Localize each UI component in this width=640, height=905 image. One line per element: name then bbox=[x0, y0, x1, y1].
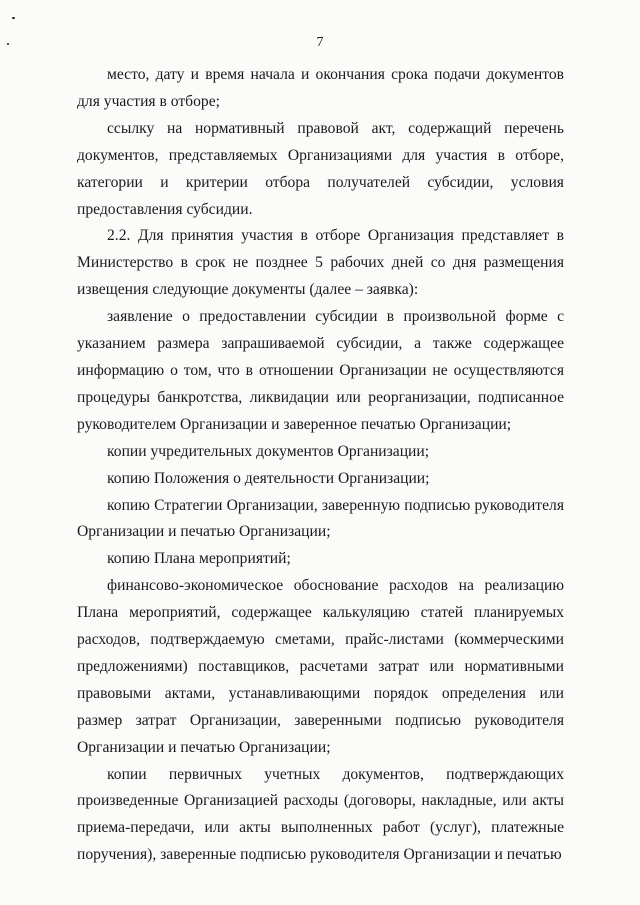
paragraph: копии учредительных документов Организации; bbox=[107, 442, 430, 460]
paragraph: ссылку на нормативный правовой акт, содержащий перечень документов, представляемых Организациями для участия в отборе, категории и критерии отбора получателей субсидии, условия предоставления субсидии. bbox=[77, 119, 564, 218]
paragraph: заявление о предоставлении субсидии в произвольной форме с указанием размера запрашиваемой субсидии, а также содержащее информацию о том, что в отношении Организации не осуществляются процедуры банкротства, ликвидации или реорганизации, подписанное руководителем Организации и заверенное печатью Организации; bbox=[77, 308, 564, 433]
paragraph: копию Положения о деятельности Организации; bbox=[107, 469, 430, 487]
paragraph: 2.2. Для принятия участия в отборе Организация представляет в Министерство в срок не позднее 5 рабочих дней со дня размещения извещения следующие документы (далее – заявка): bbox=[77, 227, 564, 299]
page-number: 7 bbox=[316, 35, 324, 50]
paragraph: копию Стратегии Организации, заверенную подписью руководителя Организации и печатью Организации; bbox=[77, 496, 564, 541]
paragraph: копии первичных учетных документов, подтверждающих произведенные Организацией расходы (договоры, накладные, или акты приема-передачи, или акты выполненных работ (услуг), платежные поручения), заверенные подписью руководителя Организации и печатью bbox=[77, 765, 564, 864]
scan-speck bbox=[12, 17, 15, 19]
paragraph: место, дату и время начала и окончания срока подачи документов для участия в отборе; bbox=[77, 66, 564, 110]
document-body bbox=[77, 62, 564, 869]
paragraph: копию Плана мероприятий; bbox=[107, 550, 291, 568]
paragraph: финансово-экономическое обоснование расходов на реализацию Плана мероприятий, содержащее калькуляцию статей планируемых расходов, подтверждаемую сметами, прайс-листами (коммерческими предложениями) поставщиков, расчетами затрат или нормативными правовыми актами, устанавливающими порядок определения или размер затрат Организации, заверенными подписью руководителя Организации и печатью Организации; bbox=[77, 577, 564, 756]
